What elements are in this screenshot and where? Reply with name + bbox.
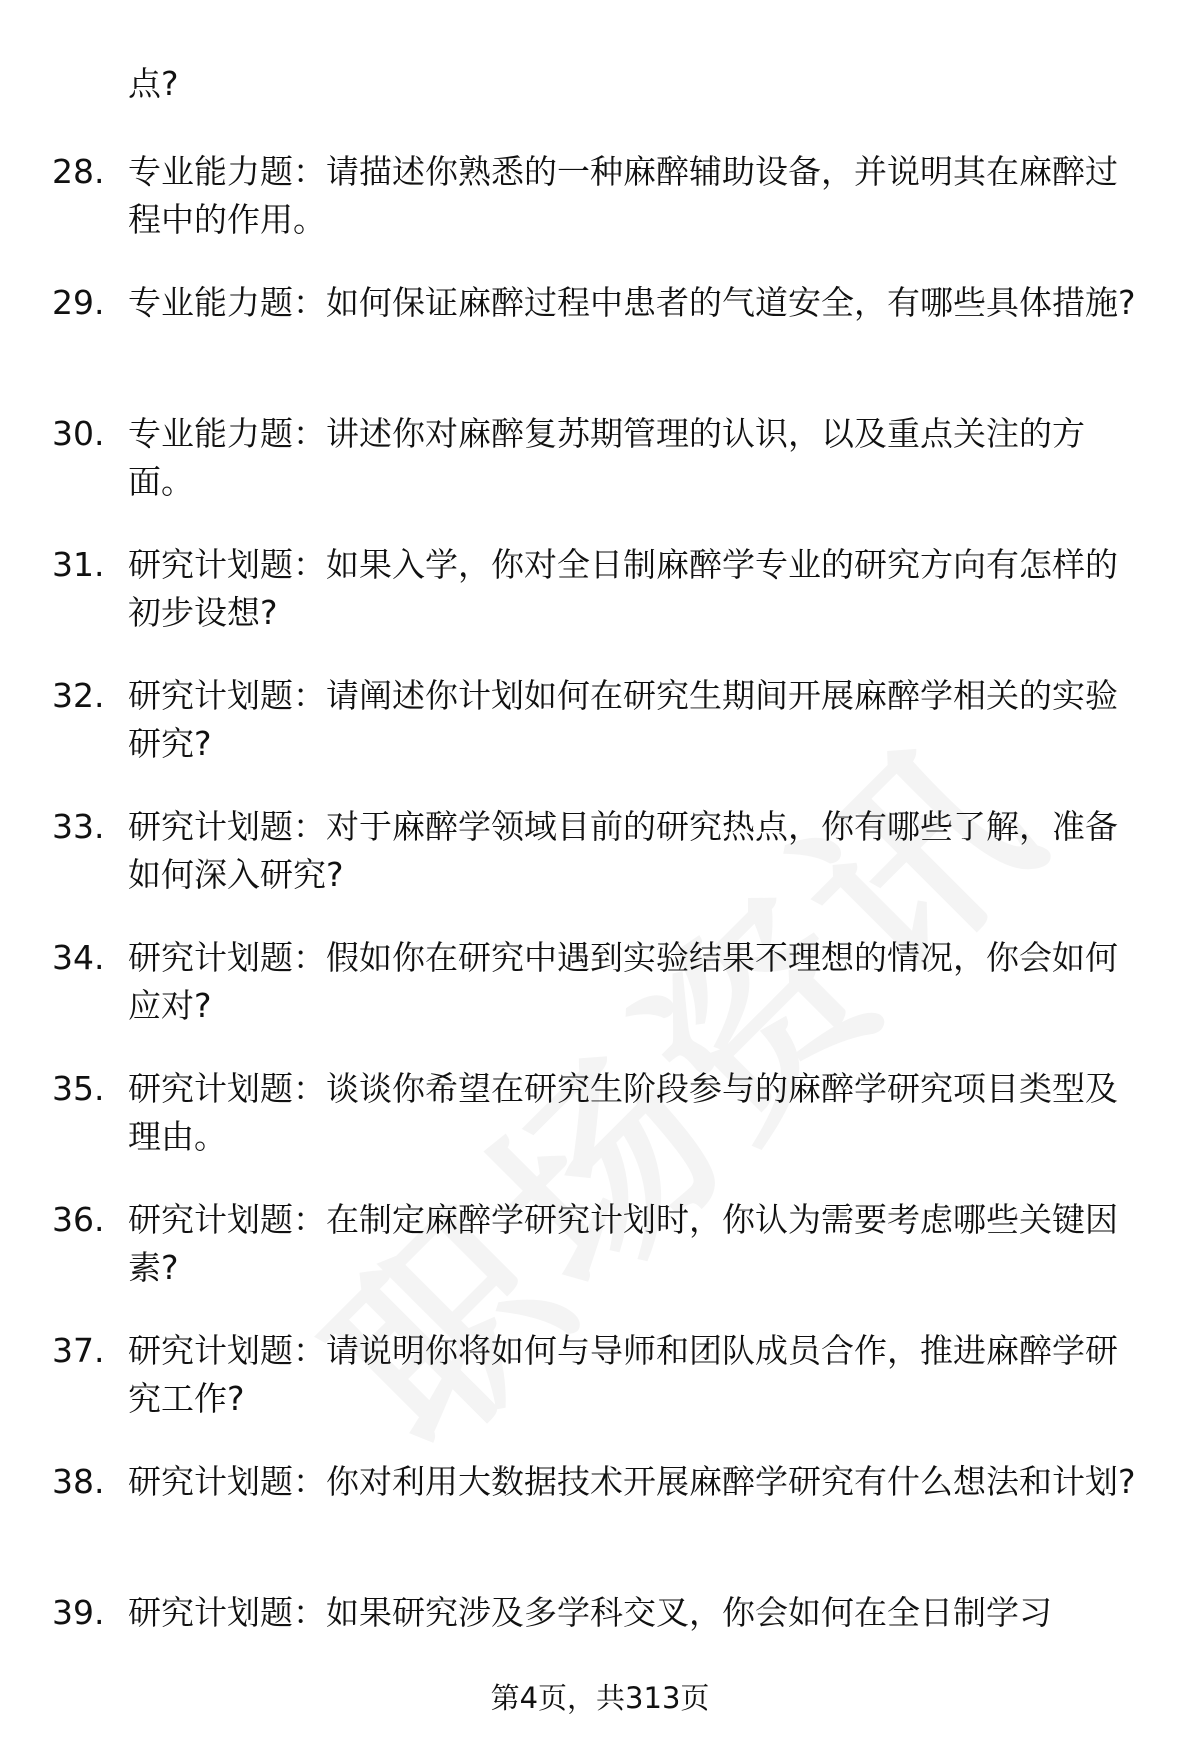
list-item: [0, 1065, 1200, 1196]
question-number: 31.: [52, 545, 105, 584]
question-text: 专业能力题：请描述你熟悉的一种麻醉辅助设备，并说明其在麻醉过程中的作用。: [128, 152, 1118, 239]
question-number: 38.: [52, 1462, 105, 1501]
list-item: [0, 672, 1200, 803]
question-text: 研究计划题：如果入学，你对全日制麻醉学专业的研究方向有怎样的初步设想?: [128, 545, 1118, 632]
list-item: [0, 541, 1200, 672]
question-number: 36.: [52, 1200, 105, 1239]
question-text: 研究计划题：谈谈你希望在研究生阶段参与的麻醉学研究项目类型及理由。: [128, 1069, 1118, 1156]
carry-over-text: 点?: [128, 64, 179, 103]
list-item: [0, 803, 1200, 934]
question-text: 研究计划题：对于麻醉学领域目前的研究热点，你有哪些了解，准备如何深入研究?: [128, 807, 1118, 894]
question-number: 37.: [52, 1331, 105, 1370]
question-text: 专业能力题：讲述你对麻醉复苏期管理的认识，以及重点关注的方面。: [128, 414, 1085, 501]
page-number-footer: 第4页，共313页: [490, 1681, 710, 1715]
list-item: [0, 279, 1200, 410]
question-text: 研究计划题：在制定麻醉学研究计划时，你认为需要考虑哪些关键因素?: [128, 1200, 1118, 1287]
question-list: [0, 148, 1200, 1720]
question-text: 研究计划题：请阐述你计划如何在研究生期间开展麻醉学相关的实验研究?: [128, 676, 1118, 763]
question-text: 研究计划题：如果研究涉及多学科交叉，你会如何在全日制学习: [128, 1593, 1052, 1632]
question-number: 34.: [52, 938, 105, 977]
question-text: 研究计划题：请说明你将如何与导师和团队成员合作，推进麻醉学研究工作?: [128, 1331, 1118, 1418]
list-item: [0, 1196, 1200, 1327]
question-number: 28.: [52, 152, 105, 191]
question-number: 39.: [52, 1593, 105, 1632]
question-number: 29.: [52, 283, 105, 322]
list-item: [0, 1458, 1200, 1589]
question-text: 专业能力题：如何保证麻醉过程中患者的气道安全，有哪些具体措施?: [128, 283, 1136, 322]
question-text: 研究计划题：假如你在研究中遇到实验结果不理想的情况，你会如何应对?: [128, 938, 1118, 1025]
question-number: 35.: [52, 1069, 105, 1108]
question-number: 30.: [52, 414, 105, 453]
list-item: [0, 1327, 1200, 1458]
question-number: 33.: [52, 807, 105, 846]
list-item: [0, 148, 1200, 279]
list-item: [0, 934, 1200, 1065]
question-number: 32.: [52, 676, 105, 715]
list-item: [0, 410, 1200, 541]
question-text: 研究计划题：你对利用大数据技术开展麻醉学研究有什么想法和计划?: [128, 1462, 1136, 1501]
